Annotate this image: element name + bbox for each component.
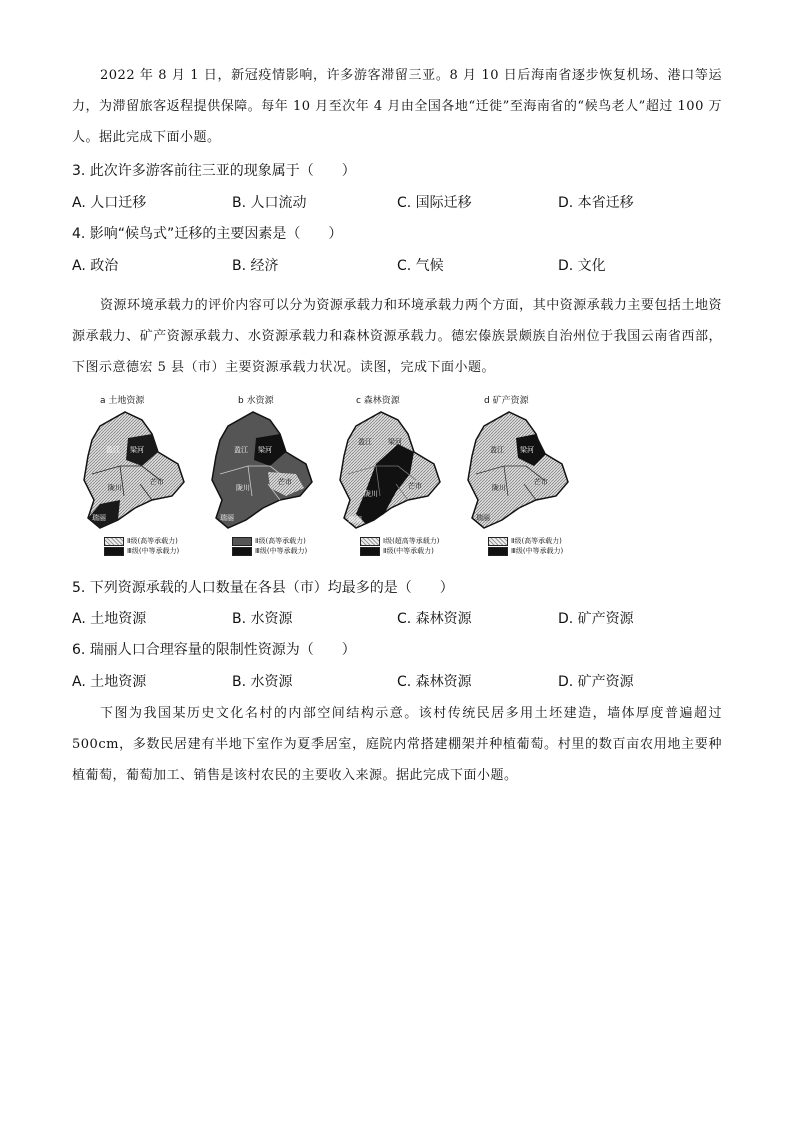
question-6-options	[72, 671, 712, 691]
q4-option-a[interactable]: A. 政治	[72, 258, 119, 274]
region	[212, 412, 312, 528]
map-label: 瑞丽	[348, 516, 362, 524]
q4-option-d[interactable]: D. 文化	[558, 258, 606, 274]
map-forest	[336, 390, 456, 565]
q3-option-c[interactable]: C. 国际迁移	[397, 195, 472, 211]
map-label: 陇川	[492, 484, 506, 492]
legend-item: Ⅱ级(中等承载力)	[360, 546, 440, 556]
map-legend	[360, 536, 440, 556]
legend-swatch	[360, 547, 380, 556]
map-label: 芒市	[150, 478, 164, 486]
question-3-options	[72, 192, 712, 212]
question-5-options	[72, 608, 712, 628]
q3-option-d[interactable]: D. 本省迁移	[558, 195, 634, 211]
map-legend	[488, 536, 563, 556]
map-label: 瑞丽	[476, 514, 490, 522]
passage-3: 下图为我国某历史文化名村的内部空间结构示意。该村传统民居多用土坯建造，墙体厚度普遍超过 500cm，多数民居建有半地下室作为夏季居室，庭院内常搭建棚架并种植葡萄。村里的数百亩农用地主要种植葡萄，葡萄加工、销售是该村农民的主要收入来源。据此完成下面小题。	[72, 706, 722, 783]
map-land-graphic	[80, 404, 200, 534]
map-water-graphic	[208, 404, 328, 534]
question-4-options	[72, 255, 712, 275]
map-title: b 水资源	[238, 396, 274, 406]
legend-item: Ⅲ级(中等承载力)	[104, 546, 179, 556]
region	[468, 412, 568, 528]
map-label: 盈江	[490, 446, 504, 454]
q5-option-b[interactable]: B. 水资源	[232, 611, 293, 627]
map-label: 芒市	[534, 478, 548, 486]
map-legend	[104, 536, 179, 556]
legend-swatch	[104, 547, 124, 556]
passage-1: 2022 年 8 月 1 日，新冠疫情影响，许多游客滞留三亚。8 月 10 日后海南省逐步恢复机场、港口等运力，为滞留旅客返程提供保障。每年 10 月至次年 4 月由全国各地“迁徙”至海南省的“候鸟老人”超过 100 万人。据此完成下面小题。	[72, 68, 722, 145]
legend-swatch	[232, 547, 252, 556]
legend-swatch	[360, 537, 380, 546]
map-water	[208, 390, 328, 565]
q6-option-b[interactable]: B. 水资源	[232, 674, 293, 690]
map-label: 盈江	[106, 446, 120, 454]
q3-option-b[interactable]: B. 人口流动	[232, 195, 307, 211]
question-6-stem: 6. 瑞丽人口合理容量的限制性资源为（ ）	[72, 642, 356, 658]
legend-item: Ⅱ级(高等承载力)	[104, 536, 179, 546]
legend-item: Ⅰ级(超高等承载力)	[360, 536, 440, 546]
map-label: 陇川	[364, 490, 378, 498]
q4-option-b[interactable]: B. 经济	[232, 258, 279, 274]
question-4-stem: 4. 影响“候鸟式”迁移的主要因素是（ ）	[72, 226, 343, 242]
map-label: 芒市	[278, 478, 292, 486]
question-3-stem: 3. 此次许多游客前往三亚的现象属于（ ）	[72, 163, 356, 179]
q6-option-d[interactable]: D. 矿产资源	[558, 674, 634, 690]
map-title: a 土地资源	[100, 396, 145, 406]
legend-swatch	[232, 537, 252, 546]
map-label: 陇川	[108, 484, 122, 492]
q6-option-a[interactable]: A. 土地资源	[72, 674, 147, 690]
map-label: 陇川	[236, 484, 250, 492]
map-label: 瑞丽	[92, 514, 106, 522]
legend-item: Ⅲ级(中等承载力)	[232, 546, 307, 556]
map-mineral-graphic	[464, 404, 584, 534]
map-mineral	[464, 390, 584, 565]
map-label: 梁河	[130, 446, 144, 454]
map-label: 盈江	[234, 446, 248, 454]
q5-option-a[interactable]: A. 土地资源	[72, 611, 147, 627]
legend-swatch	[104, 537, 124, 546]
question-5-stem: 5. 下列资源承载的人口数量在各县（市）均最多的是（ ）	[72, 580, 454, 596]
map-land	[80, 390, 200, 565]
map-label: 梁河	[258, 446, 272, 454]
map-title: d 矿产资源	[484, 396, 529, 406]
q3-option-a[interactable]: A. 人口迁移	[72, 195, 147, 211]
map-label: 瑞丽	[220, 514, 234, 522]
q5-option-c[interactable]: C. 森林资源	[397, 611, 472, 627]
legend-swatch	[488, 537, 508, 546]
map-title: c 森林资源	[356, 396, 400, 406]
map-forest-graphic	[336, 404, 456, 534]
resource-maps	[80, 390, 580, 565]
map-label: 芒市	[408, 482, 422, 490]
passage-2: 资源环境承载力的评价内容可以分为资源承载力和环境承载力两个方面，其中资源承载力主要包括土地资源承载力、矿产资源承载力、水资源承载力和森林资源承载力。德宏傣族景颇族自治州位于我国云南省西部，下图示意德宏 5 县（市）主要资源承载力状况。读图，完成下面小题。	[72, 298, 722, 375]
legend-item: Ⅱ级(高等承载力)	[232, 536, 307, 546]
map-label: 梁河	[520, 446, 534, 454]
map-label: 盈江	[358, 438, 372, 446]
map-label: 梁河	[388, 438, 402, 446]
legend-item: Ⅲ级(中等承载力)	[488, 546, 563, 556]
legend-item: Ⅱ级(高等承载力)	[488, 536, 563, 546]
legend-swatch	[488, 547, 508, 556]
q6-option-c[interactable]: C. 森林资源	[397, 674, 472, 690]
q5-option-d[interactable]: D. 矿产资源	[558, 611, 634, 627]
map-legend	[232, 536, 307, 556]
q4-option-c[interactable]: C. 气候	[397, 258, 444, 274]
